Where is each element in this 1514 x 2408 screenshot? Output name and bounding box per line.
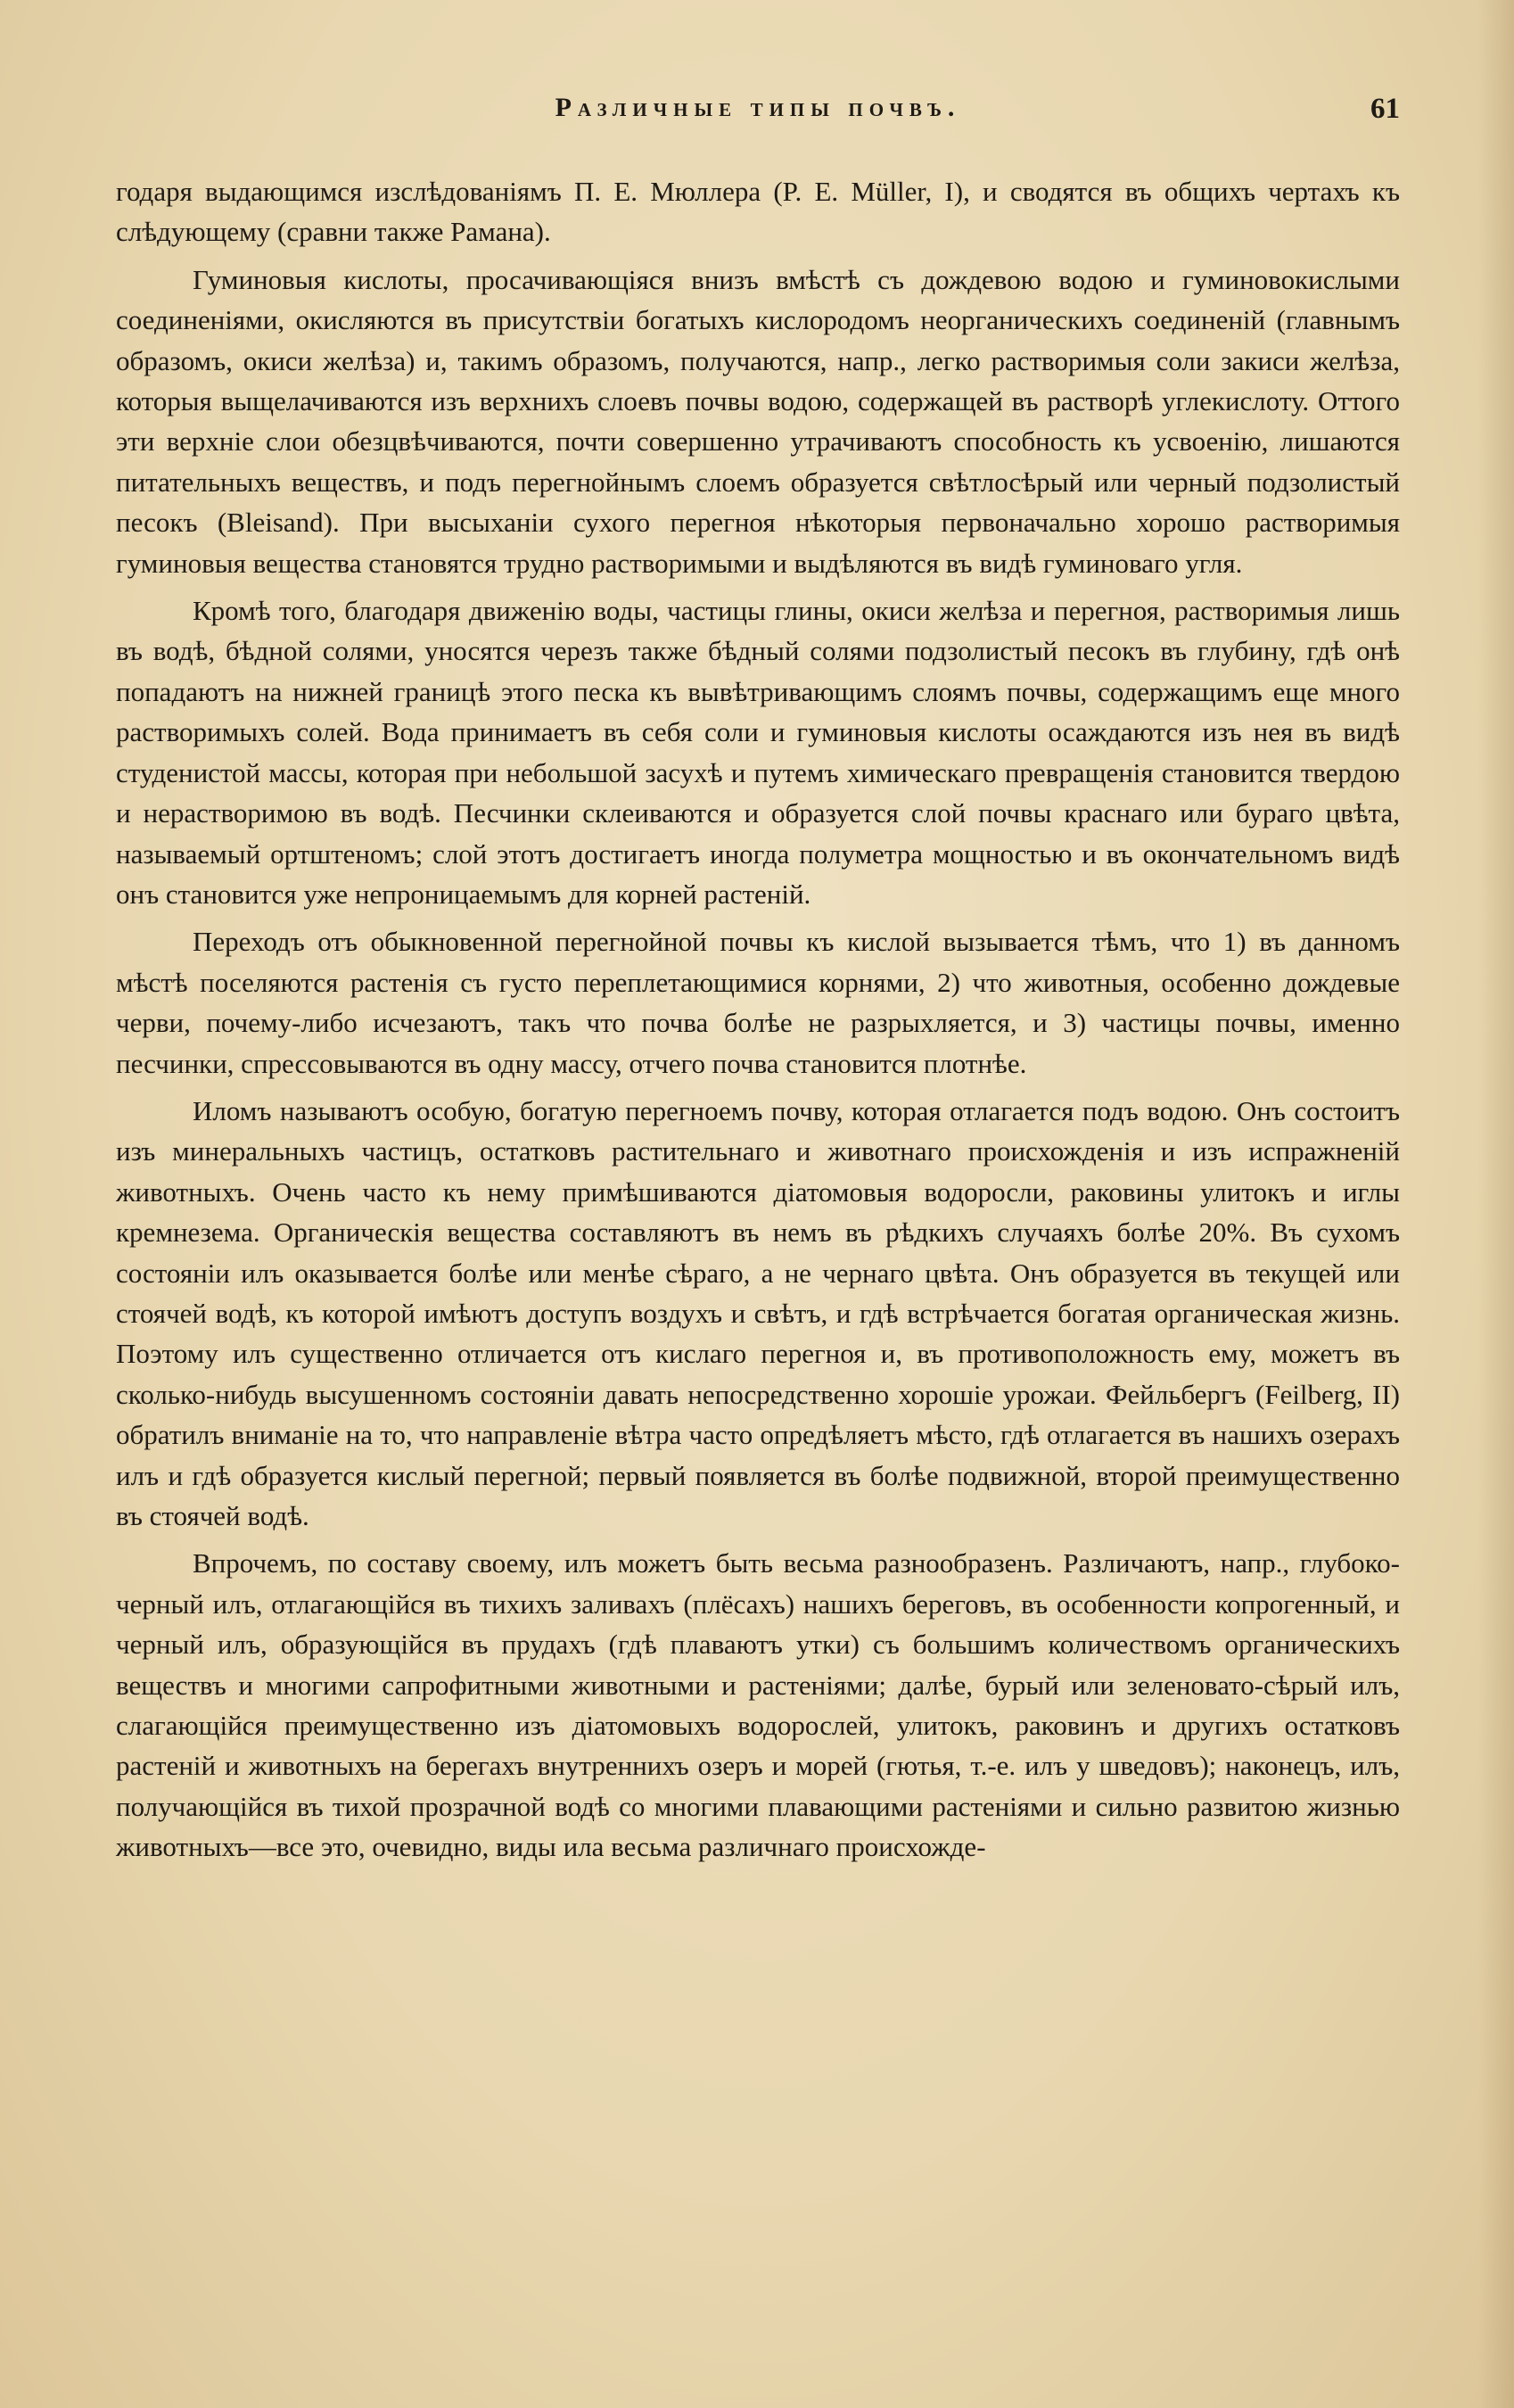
page-header [116,93,1400,137]
paragraph-ortstein: Кромѣ того, благодаря движенію воды, частицы глины, окиси желѣза и перегноя, растворимыя лишь въ водѣ, бѣдной солями, уносятся черезъ также бѣдный солями подзолистый песокъ въ глубину, гдѣ онѣ попадаютъ на нижней границѣ этого песка къ вывѣтривающимъ слоямъ почвы, содержащимъ еще много растворимыхъ солей. Вода принимаетъ въ себя соли и гуминовыя кислоты осаждаются изъ нея въ видѣ студенистой массы, которая при небольшой засухѣ и путемъ химическаго превращенія становится твердою и нерастворимою въ водѣ. Песчинки склеиваются и образуется слой почвы краснаго или бураго цвѣта, называемый ортштеномъ; слой этотъ достигаетъ иногда полуметра мощностью и въ окончательномъ видѣ онъ становится уже непроницаемымъ для корней растеній. [116,595,1400,910]
running-title: Различные типы почвъ. [555,93,961,122]
page-number: 61 [1370,93,1400,125]
paragraph-acid-soil-transition: Переходъ отъ обыкновенной перегнойной почвы къ кислой вызывается тѣмъ, что 1) въ данномъ мѣстѣ поселяются растенія съ густо переплетающимися корнями, 2) что животныя, особенно дождевые черви, почему-либо исчезаютъ, такъ что почва болѣе не разрыхляется, и 3) частицы почвы, именно песчинки, спрессовываются въ одну массу, отчего почва становится плотнѣе. [116,926,1400,1079]
paragraph-humic-acids: Гуминовыя кислоты, просачивающіяся внизъ вмѣстѣ съ дождевою водою и гуминовокислыми соединеніями, окисляются въ присутствіи богатыхъ кислородомъ неорганическихъ соединеній (главнымъ образомъ, окиси желѣза) и, такимъ образомъ, получаются, напр., легко растворимыя соли закиси желѣза, которыя выщелачиваются изъ верхнихъ слоевъ почвы водою, содержащей въ растворѣ углекислоту. Оттого эти верхніе слои обезцвѣчиваются, почти совершенно утрачиваютъ способность къ усвоенію, лишаются питательныхъ веществъ, и подъ перегнойнымъ слоемъ образуется свѣтлосѣрый или черный подзолистый песокъ (Bleisand). При высыханіи сухого перегноя нѣкоторыя первоначально хорошо растворимыя гуминовыя вещества становятся трудно растворимыми и выдѣляются въ видѣ гуминоваго угля. [116,263,1400,579]
page-edge-shadow [1478,0,1514,2408]
paragraph-silt-types: Впрочемъ, по составу своему, илъ можетъ быть весьма разнообразенъ. Различаютъ, напр., глубоко-черный илъ, отлагающійся въ тихихъ заливахъ (плёсахъ) нашихъ береговъ, въ особенности копрогенный, и черный илъ, образующійся въ прудахъ (гдѣ плаваютъ утки) съ большимъ количествомъ органическихъ веществъ и многими сапрофитными животными и растеніями; далѣе, бурый или зеленовато-сѣрый илъ, слагающійся преимущественно изъ діатомовыхъ водорослей, улитокъ, раковинъ и другихъ остатковъ растеній и животныхъ на берегахъ внутреннихъ озеръ и морей (гютья, т.-е. илъ у шведовъ); наконецъ, илъ, получающійся въ тихой прозрачной водѣ со многими плавающими растеніями и сильно развитою жизнью животныхъ—все это, очевидно, виды ила весьма различнаго происхожде- [116,1547,1400,1863]
paragraph-continuation: годаря выдающимся изслѣдованіямъ П. Е. Мюллера (P. E. Müller, I), и сводятся въ общихъ чертахъ къ слѣдующему (сравни также Рамана). [116,176,1400,248]
paragraph-silt: Иломъ называютъ особую, богатую перегноемъ почву, которая отлагается подъ водою. Онъ состоитъ изъ минеральныхъ частицъ, остатковъ растительнаго и животнаго происхожденія и изъ испражненій животныхъ. Очень часто къ нему примѣшиваются діатомовыя водоросли, раковины улитокъ и иглы кремнезема. Органическія вещества составляютъ въ немъ въ рѣдкихъ случаяхъ болѣе 20%. Въ сухомъ состояніи илъ оказывается болѣе или менѣе сѣраго, а не чернаго цвѣта. Онъ образуется въ текущей или стоячей водѣ, къ которой имѣютъ доступъ воздухъ и свѣтъ, и гдѣ встрѣчается богатая органическая жизнь. Поэтому илъ существенно отличается отъ кислаго перегноя и, въ противоположность ему, можетъ въ сколько-нибудь высушенномъ состояніи давать непосредственно хорошіе урожаи. Фейльбергъ (Feilberg, II) обратилъ вниманіе на то, что направленіе вѣтра часто опредѣляетъ мѣсто, гдѣ отлагается въ нашихъ озерахъ илъ и гдѣ образуется кислый перегной; первый появляется въ болѣе подвижной, второй преимущественно въ стоячей водѣ. [116,1094,1400,1531]
body-text [116,171,1400,1868]
